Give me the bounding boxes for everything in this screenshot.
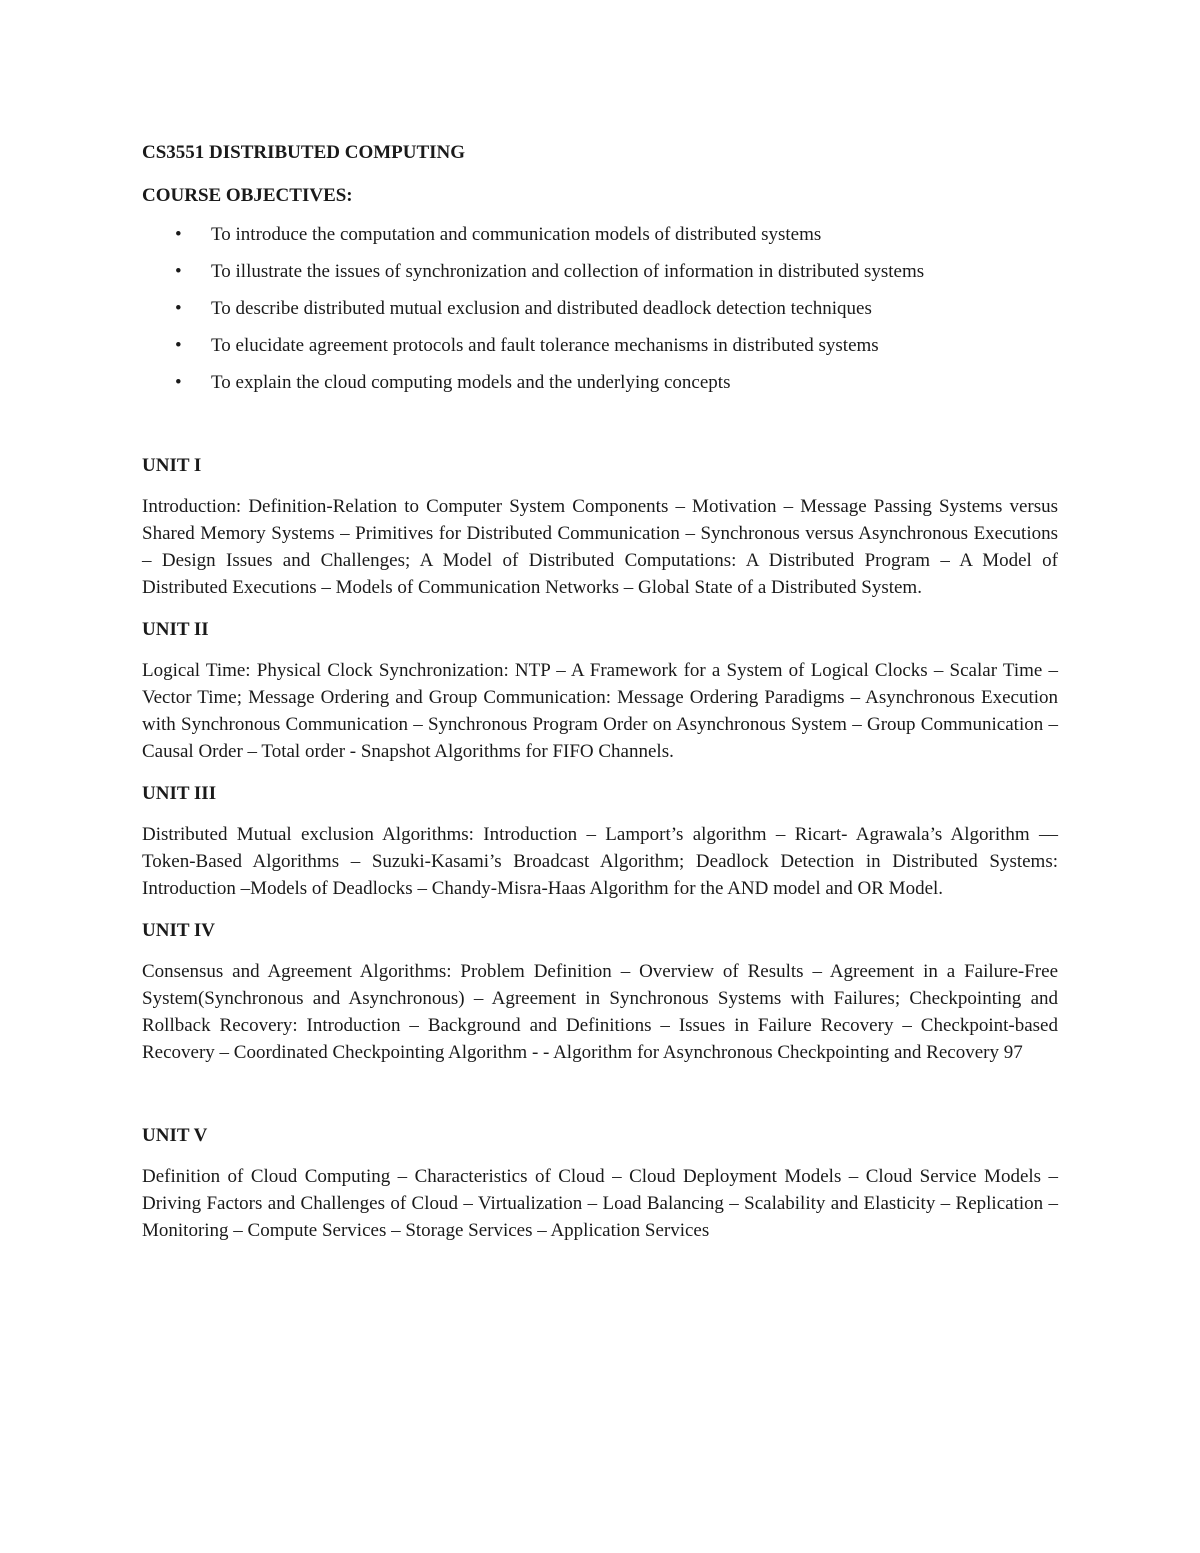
bullet-icon: • <box>175 261 182 282</box>
bullet-icon: • <box>175 335 182 356</box>
objective-item <box>142 369 1058 406</box>
unit-2-text: Logical Time: Physical Clock Synchronization: NTP – A Framework for a System of Logical Clocks – Scalar Time – Vector Time; Message Ordering and Group Communication: Message Ordering Paradigms – Asynchronous Execution with Synchronous Communication – Synchronous Program Order on Asynchronous System – Group Communication – Causal Order – Total order - Snapshot Algorithms for FIFO Channels. <box>142 660 1058 762</box>
page-title: CS3551 DISTRIBUTED COMPUTING <box>142 142 466 163</box>
objective-text: To describe distributed mutual exclusion and distributed deadlock detection techniques <box>211 298 872 319</box>
unit-1-text: Introduction: Definition-Relation to Computer System Components – Motivation – Message Passing Systems versus Shared Memory Systems – Primitives for Distributed Communication – Synchronous versus Asynchronous Executions – Design Issues and Challenges; A Model of Distributed Computations: A Distributed Program – A Model of Distributed Executions – Models of Communication Networks – Global State of a Distributed System. <box>142 496 1058 598</box>
objectives-list <box>142 221 1058 406</box>
objective-text: To introduce the computation and communication models of distributed systems <box>211 224 822 245</box>
objectives-heading: COURSE OBJECTIVES: <box>142 185 353 206</box>
objective-text: To illustrate the issues of synchronization and collection of information in distributed systems <box>211 261 925 282</box>
objective-text: To explain the cloud computing models and the underlying concepts <box>211 372 731 393</box>
objective-text: To elucidate agreement protocols and fault tolerance mechanisms in distributed systems <box>211 335 879 356</box>
objective-item <box>142 258 1058 295</box>
bullet-icon: • <box>175 372 182 393</box>
unit-5-heading: UNIT V <box>142 1125 208 1146</box>
unit-4-heading: UNIT IV <box>142 920 216 941</box>
unit-2-heading: UNIT II <box>142 619 209 640</box>
unit-3-heading: UNIT III <box>142 783 217 804</box>
unit-4-text: Consensus and Agreement Algorithms: Problem Definition – Overview of Results – Agreement in a Failure-Free System(Synchronous and Asynchronous) – Agreement in Synchronous Systems with Failures; Checkpointing and Rollback Recovery: Introduction – Background and Definitions – Issues in Failure Recovery – Checkpoint-based Recovery – Coordinated Checkpointing Algorithm - - Algorithm for Asynchronous Checkpointing and Recovery 97 <box>142 961 1058 1063</box>
unit-5-text: Definition of Cloud Computing – Characteristics of Cloud – Cloud Deployment Models – Cloud Service Models – Driving Factors and Challenges of Cloud – Virtualization – Load Balancing – Scalability and Elasticity – Replication – Monitoring – Compute Services – Storage Services – Application Services <box>142 1166 1058 1241</box>
objective-item <box>142 295 1058 332</box>
unit-1-heading: UNIT I <box>142 455 202 476</box>
bullet-icon: • <box>175 298 182 319</box>
bullet-icon: • <box>175 224 182 245</box>
objective-item <box>142 221 1058 258</box>
objective-item <box>142 332 1058 369</box>
document-page <box>142 139 1058 1244</box>
unit-3-text: Distributed Mutual exclusion Algorithms: Introduction – Lamport’s algorithm – Ricart- Agrawala’s Algorithm –– Token-Based Algorithms – Suzuki-Kasami’s Broadcast Algorithm; Deadlock Detection in Distributed Systems: Introduction –Models of Deadlocks – Chandy-Misra-Haas Algorithm for the AND model and OR Model. <box>142 824 1058 899</box>
